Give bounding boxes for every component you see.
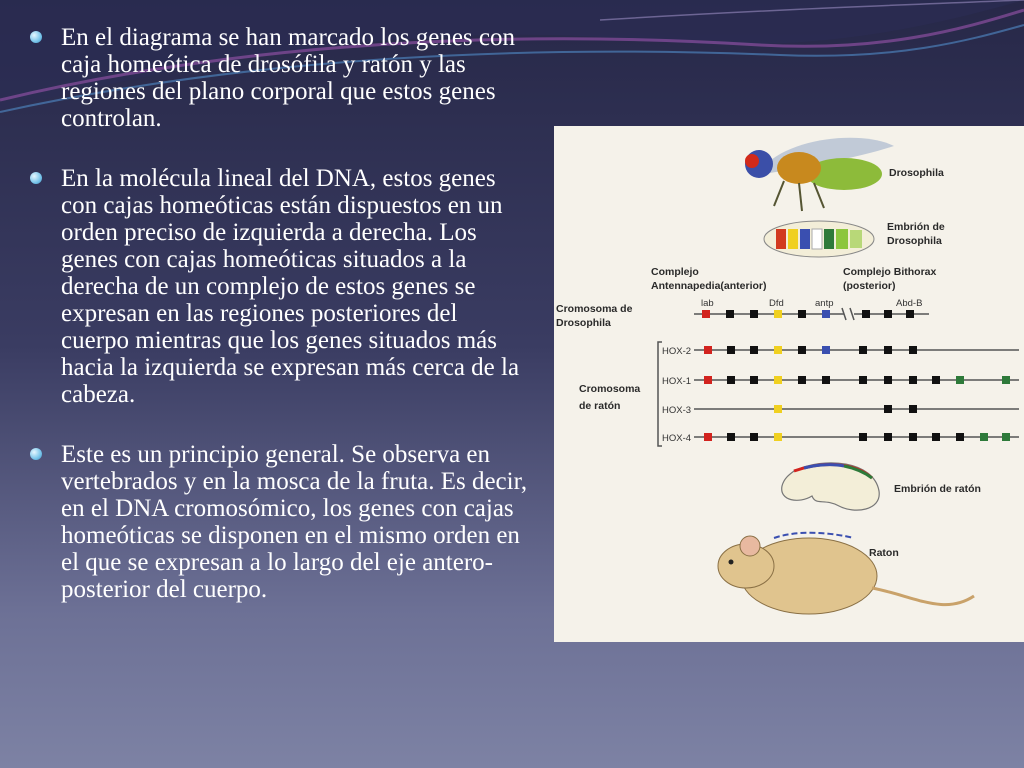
drosophila-chromosome — [694, 308, 929, 320]
cromosoma-raton-label-2: de ratón — [579, 400, 621, 412]
hox2-chromosome — [694, 346, 1019, 354]
bullet-dot-icon — [30, 448, 42, 460]
complejo-antennapedia-label-2: Antennapedia(anterior) — [651, 280, 767, 292]
embryo-drosophila-label-2: Drosophila — [887, 235, 942, 247]
mouse-cluster-bracket — [658, 342, 662, 446]
bullet-dot-icon — [30, 31, 42, 43]
hox3-label: HOX-3 — [662, 405, 692, 416]
mouse-embryo-illustration — [782, 463, 880, 510]
hox4-label: HOX-4 — [662, 433, 692, 444]
mouse-illustration — [718, 533, 974, 614]
hox2-label: HOX-2 — [662, 346, 692, 357]
cromosoma-drosophila-label-1: Cromosoma de — [556, 303, 633, 315]
drosophila-label: Drosophila — [889, 167, 944, 179]
drosophila-embryo-illustration — [764, 221, 874, 257]
cromosoma-drosophila-label-2: Drosophila — [556, 317, 611, 329]
gene-dfd-label: Dfd — [769, 298, 784, 309]
gene-lab-label: lab — [701, 298, 714, 309]
bullet-text: En el diagrama se han marcado los genes con caja homeótica de drosófila y ratón y las regiones del plano corporal que estos genes controlan. — [61, 24, 515, 132]
bullet-item — [30, 441, 530, 603]
complejo-bithorax-label-2: (posterior) — [843, 280, 896, 292]
embryo-drosophila-label-1: Embrión de — [887, 221, 945, 233]
hox4-chromosome — [694, 433, 1019, 441]
hox1-chromosome — [694, 376, 1019, 384]
bullet-text: En la molécula lineal del DNA, estos genes con cajas homeóticas están dispuestos en un orden preciso de izquierda a derecha. Los genes con cajas homeóticas situados a la derecha de un complejo de estos genes se expresan en las regiones posteriores del cuerpo mientras que los genes situados más hacia la izquierda se expresan más cerca de la cabeza. — [61, 165, 520, 408]
raton-label: Raton — [869, 547, 899, 559]
bullet-dot-icon — [30, 172, 42, 184]
gene-abdb-label: Abd-B — [896, 298, 923, 309]
hox3-chromosome — [694, 405, 1019, 413]
embryo-raton-label: Embrión de ratón — [894, 483, 981, 495]
hox1-label: HOX-1 — [662, 376, 692, 387]
bullet-item — [30, 24, 530, 132]
bullet-list — [30, 24, 530, 636]
gene-antp-label: antp — [815, 298, 834, 309]
cromosoma-raton-label-1: Cromosoma — [579, 383, 641, 395]
bullet-item — [30, 165, 530, 408]
bullet-text: Este es un principio general. Se observa en vertebrados y en la mosca de la fruta. Es decir, en el DNA cromosómico, los genes con cajas homeóticas se disponen en el mismo orden en el que se expresan a lo largo del eje antero-posterior del cuerpo. — [61, 441, 528, 603]
complejo-antennapedia-label-1: Complejo — [651, 266, 699, 278]
drosophila-fly-illustration — [745, 138, 894, 211]
hox-genes-figure — [554, 126, 1024, 642]
complejo-bithorax-label-1: Complejo Bithorax — [843, 266, 937, 278]
